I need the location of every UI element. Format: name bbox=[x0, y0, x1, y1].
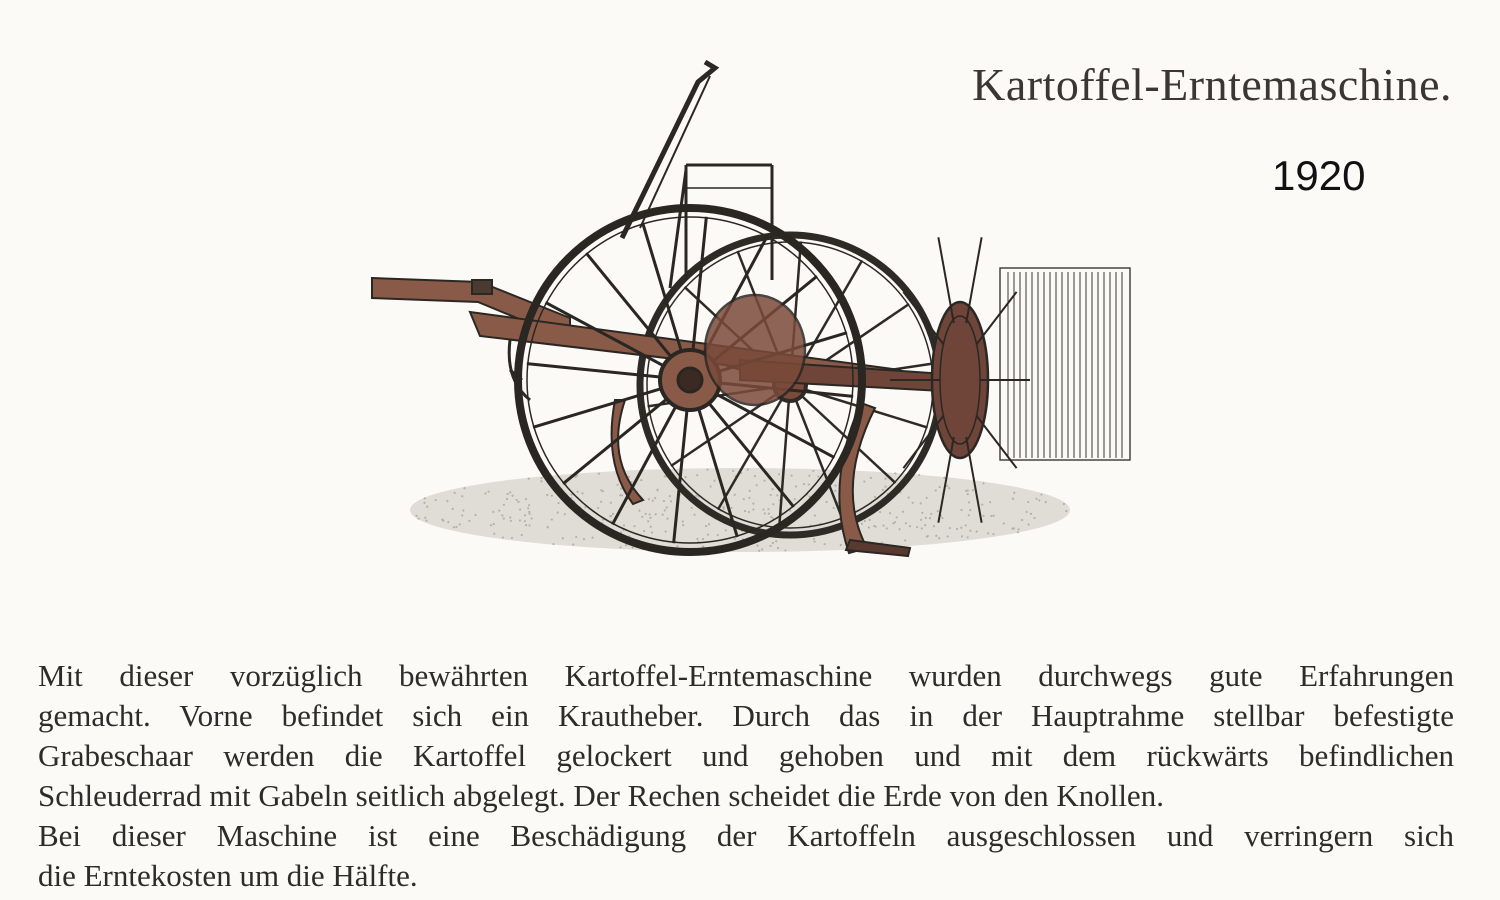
ground-dot bbox=[967, 489, 969, 491]
ground-dot bbox=[834, 490, 836, 492]
ground-dot bbox=[817, 475, 819, 477]
ground-dot bbox=[912, 502, 914, 504]
ground-dot bbox=[503, 517, 505, 519]
ground-dot bbox=[424, 497, 426, 499]
ground-dot bbox=[791, 475, 793, 477]
ground-dot bbox=[939, 486, 941, 488]
ground-dot bbox=[511, 495, 513, 497]
ground-dot bbox=[949, 527, 951, 529]
ground-dot bbox=[920, 502, 922, 504]
ground-dot bbox=[547, 526, 549, 528]
ground-dot bbox=[540, 480, 542, 482]
fork-tine bbox=[976, 292, 1016, 345]
ground-dot bbox=[772, 542, 774, 544]
ground-dot bbox=[666, 506, 668, 508]
ground-dot bbox=[669, 495, 671, 497]
ground-dot bbox=[600, 489, 602, 491]
ground-dot bbox=[987, 532, 989, 534]
ground-dot bbox=[506, 498, 508, 500]
ground-dot bbox=[525, 524, 527, 526]
ground-dot bbox=[676, 545, 678, 547]
ground-dot bbox=[633, 525, 635, 527]
ground-dot bbox=[498, 510, 500, 512]
ground-dot bbox=[918, 474, 920, 476]
ground-dot bbox=[664, 475, 666, 477]
ground-dot bbox=[920, 519, 922, 521]
ground-dot bbox=[557, 511, 559, 513]
ground-dot bbox=[1025, 511, 1027, 513]
ground-dot bbox=[905, 522, 907, 524]
ground-dot bbox=[564, 513, 566, 515]
ground-dot bbox=[490, 524, 492, 526]
ground-dot bbox=[725, 529, 727, 531]
ground-dot bbox=[899, 528, 901, 530]
ground-dot bbox=[943, 477, 945, 479]
ground-dot bbox=[682, 520, 684, 522]
drum bbox=[705, 295, 805, 405]
ground-dot bbox=[510, 520, 512, 522]
ground-dot bbox=[528, 504, 530, 506]
ground-dot bbox=[902, 511, 904, 513]
ground-dot bbox=[770, 516, 772, 518]
ground-dot bbox=[752, 503, 754, 505]
ground-dot bbox=[861, 523, 863, 525]
ground-dot bbox=[968, 514, 970, 516]
ground-dot bbox=[452, 508, 454, 510]
paragraph-line: die Erntekosten um die Hälfte. bbox=[38, 858, 418, 893]
ground-dot bbox=[981, 504, 983, 506]
ground-dot bbox=[648, 498, 650, 500]
paragraph-line: Schleuderrad mit Gabeln seitlich abgelegt. Der Rechen scheidet die Erde von den Knollen. bbox=[38, 778, 1164, 813]
ground-dot bbox=[654, 497, 656, 499]
ground-dot bbox=[655, 513, 657, 515]
ground-dot bbox=[453, 526, 455, 528]
ground-dot bbox=[546, 494, 548, 496]
ground-dot bbox=[708, 523, 710, 525]
fork-tine bbox=[903, 292, 943, 345]
ground-dot bbox=[418, 518, 420, 520]
ground-dot bbox=[521, 534, 523, 536]
ground-dot bbox=[864, 520, 866, 522]
ground-dot bbox=[960, 509, 962, 511]
ground-dot bbox=[551, 518, 553, 520]
ground-dot bbox=[441, 519, 443, 521]
ground-dot bbox=[961, 535, 963, 537]
ground-dot bbox=[921, 527, 923, 529]
ground-dot bbox=[768, 513, 770, 515]
ground-dot bbox=[664, 509, 666, 511]
ground-dot bbox=[769, 545, 771, 547]
ground-dot bbox=[723, 508, 725, 510]
ground-dot bbox=[972, 489, 974, 491]
ground-dot bbox=[937, 510, 939, 512]
ground-dot bbox=[834, 484, 836, 486]
description-paragraph bbox=[38, 656, 1454, 896]
ground-dot bbox=[598, 473, 600, 475]
ground-dot bbox=[946, 485, 948, 487]
ground-dot bbox=[609, 515, 611, 517]
ground-dot bbox=[761, 548, 763, 550]
ground-dot bbox=[685, 476, 687, 478]
ground-dot bbox=[507, 493, 509, 495]
ground-dot bbox=[551, 495, 553, 497]
ground-dot bbox=[770, 494, 772, 496]
page-title: Kartoffel-Erntemaschine. bbox=[972, 59, 1452, 110]
ground-dot bbox=[531, 517, 533, 519]
ground-dot bbox=[784, 549, 786, 551]
ground-dot bbox=[916, 526, 918, 528]
ground-dot bbox=[969, 530, 971, 532]
ground-dot bbox=[879, 511, 881, 513]
ground-dot bbox=[484, 492, 486, 494]
ground-dot bbox=[696, 538, 698, 540]
ground-dot bbox=[650, 526, 652, 528]
ground-dot bbox=[772, 503, 774, 505]
ground-dot bbox=[493, 523, 495, 525]
ground-dot bbox=[638, 510, 640, 512]
ground-dot bbox=[947, 535, 949, 537]
ground-dot bbox=[707, 534, 709, 536]
ground-dot bbox=[926, 497, 928, 499]
paragraph-line: Mit dieser vorzüglich bewährten Kartoffel-Erntemaschine wurden durchwegs gute Erfahrungen bbox=[38, 658, 1454, 693]
ground-dot bbox=[982, 515, 984, 517]
ground-dot bbox=[474, 514, 476, 516]
ground-dot bbox=[461, 514, 463, 516]
ground-dot bbox=[863, 480, 865, 482]
ground-dot bbox=[527, 507, 529, 509]
ground-dot bbox=[572, 543, 574, 545]
ground-dot bbox=[616, 484, 618, 486]
ground-dot bbox=[967, 493, 969, 495]
ground-dot bbox=[990, 515, 992, 517]
ground-dot bbox=[424, 517, 426, 519]
ground-dot bbox=[777, 547, 779, 549]
ground-dot bbox=[463, 487, 465, 489]
ground-dot bbox=[756, 484, 758, 486]
ground-dot bbox=[415, 515, 417, 517]
ground-dot bbox=[808, 475, 810, 477]
ground-dot bbox=[691, 507, 693, 509]
ground-dot bbox=[924, 524, 926, 526]
ground-dot bbox=[969, 509, 971, 511]
ground-dot bbox=[1027, 523, 1029, 525]
ground-dot bbox=[649, 517, 651, 519]
ground-dot bbox=[528, 511, 530, 513]
ground-dot bbox=[502, 536, 504, 538]
ground-dot bbox=[756, 545, 758, 547]
ground-dot bbox=[894, 472, 896, 474]
ground-dot bbox=[1012, 498, 1014, 500]
ground-dot bbox=[869, 519, 871, 521]
ground-dot bbox=[1035, 498, 1037, 500]
ground-dot bbox=[982, 482, 984, 484]
ground-dot bbox=[909, 525, 911, 527]
ground-dot bbox=[896, 516, 898, 518]
ground-dot bbox=[989, 501, 991, 503]
ground-dot bbox=[666, 518, 668, 520]
ground-dot bbox=[597, 507, 599, 509]
ground-dot bbox=[1033, 517, 1035, 519]
ground-dot bbox=[929, 517, 931, 519]
ground-dot bbox=[682, 524, 684, 526]
ground-dot bbox=[925, 517, 927, 519]
paragraph-line: Grabeschaar werden die Kartoffel gelockert und gehoben und mit dem rückwärts befindlichen bbox=[38, 738, 1454, 773]
ground-dot bbox=[641, 516, 643, 518]
ground-dot bbox=[870, 477, 872, 479]
ground-dot bbox=[600, 501, 602, 503]
ground-dot bbox=[794, 498, 796, 500]
ground-dot bbox=[623, 524, 625, 526]
ground-dot bbox=[562, 537, 564, 539]
ground-dot bbox=[968, 501, 970, 503]
handle bbox=[622, 62, 715, 288]
ground-dot bbox=[619, 546, 621, 548]
ground-dot bbox=[948, 487, 950, 489]
ground-dot bbox=[935, 535, 937, 537]
ground-dot bbox=[803, 483, 805, 485]
ground-dot bbox=[706, 469, 708, 471]
ground-dot bbox=[695, 495, 697, 497]
ground-dot bbox=[625, 544, 627, 546]
ground-dot bbox=[528, 524, 530, 526]
ground-dot bbox=[670, 500, 672, 502]
ground-dot bbox=[941, 517, 943, 519]
ground-dot bbox=[882, 525, 884, 527]
ground-dot bbox=[808, 483, 810, 485]
ground-dot bbox=[833, 507, 835, 509]
ground-dot bbox=[459, 523, 461, 525]
ground-dot bbox=[892, 522, 894, 524]
ground-dot bbox=[645, 513, 647, 515]
ground-dot bbox=[516, 499, 518, 501]
ground-dot bbox=[825, 501, 827, 503]
ground-dot bbox=[1017, 531, 1019, 533]
ground-dot bbox=[1018, 528, 1020, 530]
ground-dot bbox=[577, 491, 579, 493]
ground-dot bbox=[886, 527, 888, 529]
ground-dot bbox=[632, 547, 634, 549]
ground-dot bbox=[824, 543, 826, 545]
ground-dot bbox=[557, 502, 559, 504]
ground-dot bbox=[1040, 493, 1042, 495]
ground-dot bbox=[762, 509, 764, 511]
ground-dot bbox=[487, 491, 489, 493]
ground-dot bbox=[752, 508, 754, 510]
ground-dot bbox=[967, 536, 969, 538]
ground-dot bbox=[447, 521, 449, 523]
ground-dot bbox=[927, 535, 929, 537]
ground-dot bbox=[992, 533, 994, 535]
ground-dot bbox=[921, 512, 923, 514]
ground-dot bbox=[528, 478, 530, 480]
ground-dot bbox=[772, 488, 774, 490]
ground-dot bbox=[426, 506, 428, 508]
ground-dot bbox=[904, 539, 906, 541]
ground-dot bbox=[889, 512, 891, 514]
ground-dot bbox=[1045, 501, 1047, 503]
ground-dot bbox=[758, 550, 760, 552]
ground-dot bbox=[1027, 501, 1029, 503]
ground-dot bbox=[992, 515, 994, 517]
ground-dot bbox=[748, 511, 750, 513]
ground-dot bbox=[423, 502, 425, 504]
ground-dot bbox=[652, 500, 654, 502]
ground-dot bbox=[647, 520, 649, 522]
ground-dot bbox=[462, 509, 464, 511]
ground-dot bbox=[649, 513, 651, 515]
ground-dot bbox=[933, 525, 935, 527]
ground-dot bbox=[884, 478, 886, 480]
ground-dot bbox=[732, 470, 734, 472]
ground-dot bbox=[764, 512, 766, 514]
potato-harvester-illustration bbox=[360, 40, 1150, 620]
ground-dot bbox=[425, 520, 427, 522]
ground-dot bbox=[435, 499, 437, 501]
ground-dot bbox=[455, 526, 457, 528]
ground-dot bbox=[519, 519, 521, 521]
ground-dot bbox=[693, 514, 695, 516]
ground-dot bbox=[517, 501, 519, 503]
ground-dot bbox=[620, 487, 622, 489]
rake-comb bbox=[1000, 268, 1130, 460]
ground-dot bbox=[1013, 492, 1015, 494]
ground-dot bbox=[775, 540, 777, 542]
ground-dot bbox=[592, 536, 594, 538]
ground-dot bbox=[873, 525, 875, 527]
ground-dot bbox=[1063, 503, 1065, 505]
ground-dot bbox=[730, 507, 732, 509]
ground-dot bbox=[662, 514, 664, 516]
ground-dot bbox=[468, 520, 470, 522]
ground-dot bbox=[656, 489, 658, 491]
ground-dot bbox=[767, 508, 769, 510]
year-label: 1920 bbox=[1272, 152, 1366, 199]
ground-dot bbox=[908, 496, 910, 498]
ground-dot bbox=[1021, 519, 1023, 521]
ground-dot bbox=[501, 514, 503, 516]
ground-dot bbox=[705, 525, 707, 527]
ground-dot bbox=[702, 538, 704, 540]
ground-dot bbox=[696, 474, 698, 476]
ground-dot bbox=[461, 495, 463, 497]
ground-dot bbox=[1065, 510, 1067, 512]
ground-dot bbox=[612, 513, 614, 515]
ground-dot bbox=[734, 538, 736, 540]
paragraph-line: Bei dieser Maschine ist eine Beschädigung der Kartoffeln ausgeschlossen und verringern sich bbox=[38, 818, 1454, 853]
ground-dot bbox=[665, 530, 667, 532]
ground-dot bbox=[509, 516, 511, 518]
ground-dot bbox=[884, 485, 886, 487]
ground-dot bbox=[525, 498, 527, 500]
ground-dot bbox=[813, 541, 815, 543]
ground-dot bbox=[938, 537, 940, 539]
ground-dot bbox=[795, 485, 797, 487]
ground-dot bbox=[930, 513, 932, 515]
ground-dot bbox=[492, 511, 494, 513]
ground-dot bbox=[935, 489, 937, 491]
ground-dot bbox=[744, 510, 746, 512]
ground-dot bbox=[575, 536, 577, 538]
ground-dot bbox=[552, 543, 554, 545]
ground-dot bbox=[874, 496, 876, 498]
ground-dot bbox=[868, 526, 870, 528]
ground-dot bbox=[882, 489, 884, 491]
ground-dot bbox=[976, 531, 978, 533]
ground-dot bbox=[965, 524, 967, 526]
ground-dot bbox=[446, 500, 448, 502]
ground-dot bbox=[960, 527, 962, 529]
ground-dot bbox=[778, 473, 780, 475]
ground-dot bbox=[581, 492, 583, 494]
ground-dot bbox=[702, 545, 704, 547]
ground-dot bbox=[651, 531, 653, 533]
ground-dot bbox=[776, 494, 778, 496]
ground-dot bbox=[754, 475, 756, 477]
ground-dot bbox=[1030, 513, 1032, 515]
ground-dot bbox=[734, 494, 736, 496]
ground-dot bbox=[524, 514, 526, 516]
ground-dot bbox=[749, 490, 751, 492]
ground-dot bbox=[814, 514, 816, 516]
ground-dot bbox=[493, 533, 495, 535]
ground-dot bbox=[610, 502, 612, 504]
ground-dot bbox=[663, 500, 665, 502]
ground-dot bbox=[717, 534, 719, 536]
ground-dot bbox=[1038, 499, 1040, 501]
ground-dot bbox=[812, 470, 814, 472]
ground-dot bbox=[619, 494, 621, 496]
ground-dot bbox=[1013, 527, 1015, 529]
ground-dot bbox=[640, 479, 642, 481]
ground-dot bbox=[743, 498, 745, 500]
ground-dot bbox=[840, 544, 842, 546]
ground-dot bbox=[454, 492, 456, 494]
ground-dot bbox=[710, 485, 712, 487]
ground-dot bbox=[524, 520, 526, 522]
ground-dot bbox=[763, 480, 765, 482]
ground-dot bbox=[511, 537, 513, 539]
ground-dot bbox=[1003, 522, 1005, 524]
ground-dot bbox=[628, 476, 630, 478]
ground-dot bbox=[509, 491, 511, 493]
ground-dot bbox=[713, 480, 715, 482]
ground-dot bbox=[540, 477, 542, 479]
ground-dot bbox=[583, 538, 585, 540]
ground-dot bbox=[519, 509, 521, 511]
ground-dot bbox=[503, 504, 505, 506]
ground-dot bbox=[748, 497, 750, 499]
fork-tine bbox=[976, 415, 1016, 468]
paragraph-line: gemacht. Vorne befindet sich ein Krautheber. Durch das in der Hauptrahme stellbar befestigte bbox=[38, 698, 1454, 733]
ground-dot bbox=[813, 538, 815, 540]
ground-dot bbox=[643, 530, 645, 532]
ground-dot bbox=[956, 528, 958, 530]
ground-dot bbox=[747, 469, 749, 471]
